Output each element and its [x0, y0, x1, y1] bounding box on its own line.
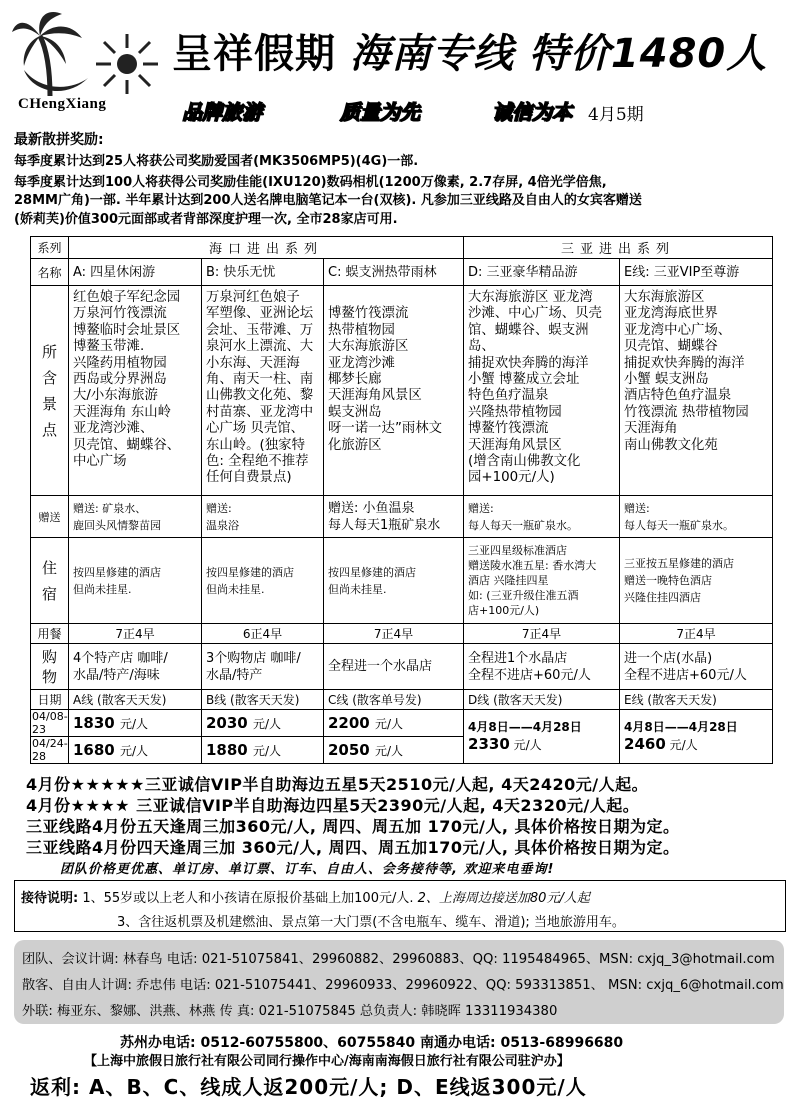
price-unit: 元/人 — [252, 744, 282, 758]
route-name: A: 四星休闲游 — [69, 259, 202, 286]
date-range: 04/08-23 — [32, 710, 68, 736]
route-hotel: 三亚四星级标准酒店 赠送陵水准五星: 香水湾大 酒店 兴隆挂四星 如: (三亚升级住准五酒 店+100元/人) — [464, 538, 620, 624]
gift-label: 赠送 — [31, 496, 69, 538]
april-promo: 4月份★★★★★三亚诚信VIP半自助海边五星5天2510元/人起, 4天2420元/人起。 — [26, 775, 649, 794]
april-promo: 三亚线路4月份四天逢周三加 360元/人, 周四、周五加170元/人, 具体价格按日期为定。 — [26, 838, 680, 857]
route-meal: 7正4早 — [464, 624, 620, 644]
route-shopping: 全程进1个水晶店 全程不进店+60元/人 — [464, 644, 620, 690]
route-name: E线: 三亚VIP至尊游 — [620, 259, 773, 286]
team-notice: 团队价格更优惠、单订房、单订票、订车、自由人、会务接待等, 欢迎来电垂询! — [60, 862, 555, 877]
route-departure: E线 (散客天天发) — [620, 690, 773, 710]
date-range: 04/24-28 — [32, 737, 68, 763]
table-row — [31, 538, 773, 624]
name-label: 名称 — [31, 259, 69, 286]
haikou-series-header: 海口进出系列 — [69, 237, 464, 259]
table-row — [31, 690, 773, 710]
route-sights: 博鳌竹筏漂流 热带植物园 大东海旅游区 亚龙湾沙滩 椰梦长廊 天涯海角风景区 蜈支洲岛 呀一诺一达”雨林文 化旅游区 — [324, 286, 464, 496]
title-company: 呈祥假期 — [172, 30, 336, 77]
sights-label: 所 含 景 点 — [31, 286, 69, 496]
price-value: 2460 — [624, 735, 666, 753]
slogan-quality: 质量为先 — [340, 100, 420, 124]
branch-offices: 苏州办电话: 0512-60755800、60755840 南通办电话: 0513-68996680 — [120, 1035, 624, 1051]
rebate-notice: 返利: A、B、C、线成人返200元/人; D、E线返300元/人 — [30, 1075, 587, 1099]
price-unit: 元/人 — [513, 738, 542, 752]
route-sights: 万泉河红色娘子 军塑像、亚洲论坛 会址、玉带滩、万 泉河水上漂流、大 小东海、天涯海 角、南天一柱、南 山佛教文化苑、黎 村苗寨、亚龙湾中 心广场 贝壳馆、 东山岭。(独家特 色: 全程绝不推荐 任何自费景点) — [202, 286, 324, 496]
route-departure: A线 (散客天天发) — [69, 690, 202, 710]
price-a — [69, 710, 202, 737]
slogan-brand: 品牌旅游 — [182, 100, 262, 124]
price-value: 1830 — [73, 714, 115, 732]
price-c — [324, 737, 464, 764]
table-row — [31, 496, 773, 538]
price-value: 2030 — [206, 714, 248, 732]
price-unit: 元/人 — [252, 717, 282, 731]
series-label: 系列 — [31, 237, 69, 259]
route-gift: 赠送: 温泉浴 — [202, 496, 324, 538]
hotel-label: 住 宿 — [31, 538, 69, 624]
contact-line: 团队、会议计调: 林春鸟 电话: 021-51075841、29960882、29960883、QQ: 1195484965、MSN: cxjq_3@hotmail.com — [22, 952, 775, 967]
route-shopping: 3个购物店 咖啡/ 水晶/特产 — [202, 644, 324, 690]
contact-line: 散客、自由人计调: 乔忠伟 电话: 021-51075441、29960933、29960922、QQ: 593313851、 MSN: cxjq_6@hotmail.com — [22, 978, 784, 993]
table-row — [31, 237, 773, 259]
slogan-integrity: 诚信为本 — [492, 100, 572, 124]
route-sights: 红色娘子军纪念园 万泉河竹筏漂流 博鳌临时会址景区 博鳌玉带滩. 兴隆药用植物园 西岛或分界洲岛 大/小东海旅游 天涯海角 东山岭 亚龙湾沙滩、 贝壳馆、蝴蝶谷、 中心广场 — [69, 286, 202, 496]
route-sights: 大东海旅游区 亚龙湾海底世界 亚龙湾中心广场、 贝壳馆、蝴蝶谷 捕捉欢快奔腾的海洋 小蟹 蜈支洲岛 酒店特色鱼疗温泉 竹筏漂流 热带植物园 天涯海角 南山佛教文化苑 — [620, 286, 773, 496]
date-range: 4月8日——4月28日 — [624, 720, 738, 734]
reception-item: 2、上海周边接送加80元/人起 — [417, 891, 590, 906]
price-b — [202, 737, 324, 764]
route-shopping: 全程进一个水晶店 — [324, 644, 464, 690]
route-gift: 赠送: 每人每天一瓶矿泉水。 — [620, 496, 773, 538]
route-name: B: 快乐无忧 — [202, 259, 324, 286]
route-hotel: 按四星修建的酒店 但尚未挂星. — [202, 538, 324, 624]
route-hotel: 三亚按五星修建的酒店 赠送一晚特色酒店 兴隆住挂四酒店 — [620, 538, 773, 624]
date-label: 日期 — [31, 690, 69, 710]
promo-line: (娇莉芙)价值300元面部或者背部深度护理一次, 全市28家店可用. — [14, 212, 398, 227]
route-departure: B线 (散客天天发) — [202, 690, 324, 710]
route-gift: 赠送: 每人每天一瓶矿泉水。 — [464, 496, 620, 538]
sanya-series-header: 三亚进出系列 — [464, 237, 773, 259]
contact-panel — [14, 940, 784, 1024]
company-name: 【上海中旅假日旅行社有限公司同行操作中心/海南南海假日旅行社有限公司驻沪办】 — [84, 1054, 570, 1069]
shopping-label: 购 物 — [31, 644, 69, 690]
sun-icon — [92, 32, 162, 97]
table-row — [31, 286, 773, 496]
page-title — [172, 22, 767, 79]
price-unit: 元/人 — [374, 744, 404, 758]
price-e — [620, 710, 773, 764]
route-name: C: 蜈支洲热带雨林 — [324, 259, 464, 286]
price-unit: 元/人 — [119, 717, 149, 731]
route-meal: 6正4早 — [202, 624, 324, 644]
april-promo: 三亚线路4月份五天逢周三加360元/人, 周四、周五加 170元/人, 具体价格按日期为定。 — [26, 817, 680, 836]
table-row — [31, 624, 773, 644]
reception-item: 1、55岁或以上老人和小孩请在原报价基础上加100元/人. — [82, 891, 414, 906]
issue-number: 4月5期 — [588, 105, 644, 125]
promo-line: 每季度累计达到25人将获公司奖励爱国者(MK3506MP5)(4G)一部. — [14, 154, 419, 169]
price-value: 1680 — [73, 741, 115, 759]
date-range: 4月8日——4月28日 — [468, 720, 582, 734]
price-value: 2050 — [328, 741, 370, 759]
price-unit: 元/人 — [119, 744, 149, 758]
table-row — [31, 710, 773, 737]
price-c — [324, 710, 464, 737]
promo-line: 28MM广角)一部. 半年累计达到200人送名牌电脑笔记本一台(双核). 凡参加三亚线路及自由人的女宾客赠送 — [14, 193, 642, 208]
price-value: 2200 — [328, 714, 370, 732]
promo-line: 每季度累计达到100人将获得公司奖励佳能(IXU120)数码相机(1200万像素, 2.7存屏, 4倍光学倍焦, — [14, 175, 607, 190]
route-shopping: 4个特产店 咖啡/ 水晶/特产/海味 — [69, 644, 202, 690]
route-meal: 7正4早 — [620, 624, 773, 644]
contact-line: 外联: 梅亚东、黎娜、洪燕、林燕 传 真: 021-51075845 总负责人: 韩晓晖 13311934380 — [22, 1004, 558, 1019]
price-b — [202, 710, 324, 737]
promo-heading: 最新散拼奖励: — [14, 132, 104, 148]
route-departure: C线 (散客单号发) — [324, 690, 464, 710]
title-route-price: 海南专线 特价1480人 — [350, 31, 768, 77]
price-unit: 元/人 — [669, 738, 698, 752]
price-value: 1880 — [206, 741, 248, 759]
route-gift: 赠送: 矿泉水、 鹿回头风情黎苗园 — [69, 496, 202, 538]
price-unit: 元/人 — [374, 717, 404, 731]
april-promo: 4月份★★★★ 三亚诚信VIP半自助海边四星5天2390元/人起, 4天2320元/人起。 — [26, 796, 640, 815]
price-a — [69, 737, 202, 764]
route-sights: 大东海旅游区 亚龙湾 沙滩、中心广场、贝壳 馆、蝴蝶谷、蜈支洲岛、 捕捉欢快奔腾的海洋 小蟹 博鳌成立会址 特色鱼疗温泉 兴隆热带植物园 博鳌竹筏漂流 天涯海角风景区 (增含南山佛教文化 园+100元/人) — [464, 286, 620, 496]
reception-item: 3、含往返机票及机建燃油、景点第一大门票(不含电瓶车、缆车、滑道); 当地旅游用车。 — [117, 915, 625, 930]
route-departure: D线 (散客天天发) — [464, 690, 620, 710]
route-gift: 赠送: 小鱼温泉 每人每天1瓶矿泉水 — [324, 496, 464, 538]
route-hotel: 按四星修建的酒店 但尚未挂星. — [69, 538, 202, 624]
meal-label: 用餐 — [31, 624, 69, 644]
reception-line — [21, 887, 590, 906]
price-d — [464, 710, 620, 764]
route-meal: 7正4早 — [324, 624, 464, 644]
price-value: 2330 — [468, 735, 510, 753]
table-row — [31, 644, 773, 690]
reception-label: 接待说明: — [21, 891, 79, 906]
route-name: D: 三亚豪华精品游 — [464, 259, 620, 286]
palm-tree-logo-icon — [10, 8, 90, 98]
itinerary-table — [30, 236, 773, 764]
route-shopping: 进一个店(水晶) 全程不进店+60元/人 — [620, 644, 773, 690]
route-hotel: 按四星修建的酒店 但尚未挂星. — [324, 538, 464, 624]
reception-notes — [14, 880, 786, 932]
brand-name: CHengXiang — [18, 96, 107, 112]
table-row — [31, 259, 773, 286]
route-meal: 7正4早 — [69, 624, 202, 644]
